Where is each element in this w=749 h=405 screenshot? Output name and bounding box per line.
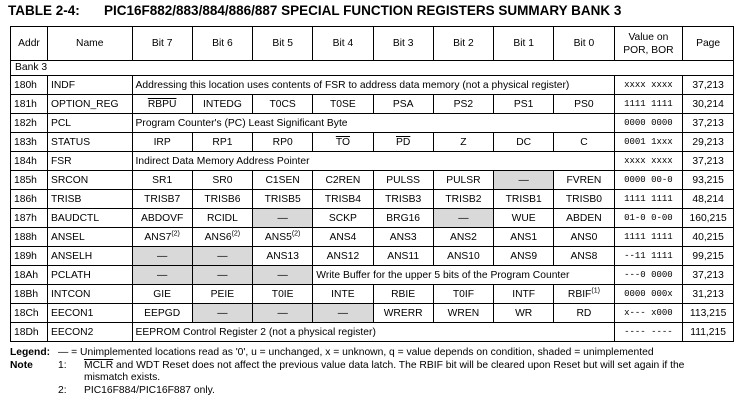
bit-cell-unimplemented: — — [192, 247, 252, 266]
header-por — [614, 27, 683, 61]
legend-label: Legend: — [10, 347, 51, 358]
register-name: OPTION_REG — [47, 95, 132, 114]
bit-cell: RP0 — [253, 133, 313, 152]
register-name: FSR — [47, 152, 132, 171]
table-row — [11, 114, 734, 133]
bank-row — [11, 61, 734, 76]
header-page: Page — [683, 27, 734, 61]
bit-cell: T0SE — [313, 95, 373, 114]
table-title — [8, 3, 743, 23]
bit-cell — [313, 133, 373, 152]
page-ref: 40,215 — [683, 228, 734, 247]
table-row — [11, 76, 734, 95]
note-ref: (2) — [291, 230, 301, 238]
bit-cell: WUE — [494, 209, 554, 228]
por-value: xxxx xxxx — [614, 152, 683, 171]
bit-cell: PEIE — [192, 285, 252, 304]
register-name: PCL — [47, 114, 132, 133]
bit-cell: INTEDG — [192, 95, 252, 114]
note-1-continuation: mismatch exists. — [84, 372, 161, 383]
por-value: ---0 0000 — [614, 266, 683, 285]
header-name: Name — [47, 27, 132, 61]
register-address: 181h — [11, 95, 48, 114]
bit-cell: TRISB3 — [373, 190, 433, 209]
register-name: EECON2 — [47, 323, 132, 342]
page-ref: 31,213 — [683, 285, 734, 304]
bit-cell — [192, 228, 252, 247]
bit-label: ANS6 — [204, 231, 232, 243]
bit-cell-unimplemented: — — [253, 266, 313, 285]
bit-cell: TRISB2 — [433, 190, 493, 209]
bit-cell: INTE — [313, 285, 373, 304]
bit-cell: RP1 — [192, 133, 252, 152]
register-description: Addressing this location uses contents of FSR to address data memory (not a physical register) — [132, 76, 614, 95]
register-address: 184h — [11, 152, 48, 171]
header-addr: Addr — [11, 27, 48, 61]
bit-cell — [373, 133, 433, 152]
table-row — [11, 323, 734, 342]
bit-cell: C2REN — [313, 171, 373, 190]
bit-cell: DC — [494, 133, 554, 152]
por-value: x--- x000 — [614, 304, 683, 323]
bit-cell: ABDOVF — [132, 209, 192, 228]
register-address: 18Dh — [11, 323, 48, 342]
table-row — [11, 209, 734, 228]
bit-cell — [132, 228, 192, 247]
bit-cell: ABDEN — [554, 209, 614, 228]
note-2-number: 2: — [58, 384, 67, 396]
bit-cell: T0IE — [253, 285, 313, 304]
page-ref: 29,213 — [683, 133, 734, 152]
register-name: ANSELH — [47, 247, 132, 266]
bit-cell: ANS3 — [373, 228, 433, 247]
header-por-line2: POR, BOR — [623, 44, 674, 56]
bit-cell: C1SEN — [253, 171, 313, 190]
bit-cell: TRISB0 — [554, 190, 614, 209]
register-name: INDF — [47, 76, 132, 95]
page-ref: 111,215 — [683, 323, 734, 342]
bit-cell: PULSS — [373, 171, 433, 190]
page-ref: 113,215 — [683, 304, 734, 323]
bit-cell-unimplemented: — — [192, 266, 252, 285]
bit-cell: RBIE — [373, 285, 433, 304]
bit-cell: ANS0 — [554, 228, 614, 247]
table-row — [11, 171, 734, 190]
bit-cell: ANS4 — [313, 228, 373, 247]
bit-cell: PULSR — [433, 171, 493, 190]
bit-cell: BRG16 — [373, 209, 433, 228]
bit-cell: ANS2 — [433, 228, 493, 247]
page-ref: 48,214 — [683, 190, 734, 209]
header-bit5: Bit 5 — [253, 27, 313, 61]
bit-cell-unimplemented: — — [433, 209, 493, 228]
por-value: 0000 000x — [614, 285, 683, 304]
page-ref: 99,215 — [683, 247, 734, 266]
page-ref: 93,215 — [683, 171, 734, 190]
register-address: 180h — [11, 76, 48, 95]
bit-cell: TRISB4 — [313, 190, 373, 209]
bit-cell: SR0 — [192, 171, 252, 190]
bit-cell: WR — [494, 304, 554, 323]
register-address: 189h — [11, 247, 48, 266]
register-address: 18Bh — [11, 285, 48, 304]
register-description: Write Buffer for the upper 5 bits of the Program Counter — [313, 266, 614, 285]
table-row — [11, 247, 734, 266]
bit-cell-unimplemented: — — [253, 304, 313, 323]
header-bit0: Bit 0 — [554, 27, 614, 61]
register-description: Program Counter's (PC) Least Significant Byte — [132, 114, 614, 133]
bit-cell: EEPGD — [132, 304, 192, 323]
bit-cell: PS0 — [554, 95, 614, 114]
table-row — [11, 133, 734, 152]
note-ref: (2) — [231, 230, 241, 238]
bit-cell-unimplemented: — — [313, 304, 373, 323]
bit-cell: GIE — [132, 285, 192, 304]
bit-cell: INTF — [494, 285, 554, 304]
bit-cell: FVREN — [554, 171, 614, 190]
bit-cell: ANS13 — [253, 247, 313, 266]
note-2-text: PIC16F884/PIC16F887 only. — [84, 384, 215, 396]
bit-cell: ANS8 — [554, 247, 614, 266]
header-bit3: Bit 3 — [373, 27, 433, 61]
bit-cell: TRISB6 — [192, 190, 252, 209]
legend — [10, 347, 740, 397]
page-ref: 37,213 — [683, 266, 734, 285]
mclr-label: MCLR — [84, 359, 114, 371]
bit-cell: ANS10 — [433, 247, 493, 266]
bit-cell: SR1 — [132, 171, 192, 190]
bit-cell: C — [554, 133, 614, 152]
table-number: TABLE 2-4: — [8, 3, 80, 18]
bit-cell: TRISB1 — [494, 190, 554, 209]
table-row — [11, 266, 734, 285]
register-address: 182h — [11, 114, 48, 133]
bit-cell: Z — [433, 133, 493, 152]
bit-cell-unimplemented: — — [132, 247, 192, 266]
por-value: 0000 0000 — [614, 114, 683, 133]
page-ref: 37,213 — [683, 114, 734, 133]
bit-cell-unimplemented: — — [253, 209, 313, 228]
bit-cell: RCIDL — [192, 209, 252, 228]
register-name: EECON1 — [47, 304, 132, 323]
register-description: Indirect Data Memory Address Pointer — [132, 152, 614, 171]
register-description: EEPROM Control Register 2 (not a physical register) — [132, 323, 614, 342]
table-row — [11, 152, 734, 171]
register-address: 183h — [11, 133, 48, 152]
por-value: 0001 1xxx — [614, 133, 683, 152]
header-bit2: Bit 2 — [433, 27, 493, 61]
por-value: 1111 1111 — [614, 95, 683, 114]
bit-cell-unimplemented: — — [192, 304, 252, 323]
bit-label: RBPU — [147, 98, 177, 110]
bit-label: $\overline{PD}$ — [396, 136, 411, 148]
note-ref: (2) — [171, 230, 180, 238]
table-row — [11, 228, 734, 247]
note-1 — [10, 360, 740, 385]
bit-cell — [132, 95, 192, 114]
bit-cell: WRERR — [373, 304, 433, 323]
bit-cell: ANS12 — [313, 247, 373, 266]
header-bit4: Bit 4 — [313, 27, 373, 61]
bit-cell-unimplemented: — — [132, 266, 192, 285]
por-value: 0000 00-0 — [614, 171, 683, 190]
register-name: SRCON — [47, 171, 132, 190]
bit-cell: T0IF — [433, 285, 493, 304]
register-address: 18Ah — [11, 266, 48, 285]
por-value: 01-0 0-00 — [614, 209, 683, 228]
bit-label: ANS7 — [144, 231, 172, 243]
por-value: 1111 1111 — [614, 190, 683, 209]
table-row — [11, 304, 734, 323]
table-row — [11, 190, 734, 209]
note-1-body: and WDT Reset does not affect the previous value data latch. The RBIF bit will be cleared upon Reset but will set again if the — [113, 359, 685, 371]
bit-cell: TRISB5 — [253, 190, 313, 209]
bit-cell: ANS11 — [373, 247, 433, 266]
bit-cell — [554, 285, 614, 304]
por-value: 1111 1111 — [614, 228, 683, 247]
bit-label: RBIF — [567, 288, 592, 300]
bit-label: ANS5 — [264, 231, 292, 243]
bit-cell: RD — [554, 304, 614, 323]
legend-row — [10, 347, 740, 360]
note-1-text — [84, 360, 740, 385]
legend-text: — = Unimplemented locations read as '0', u = unchanged, x = unknown, q = value depends on condition, shaded = unimplemented — [58, 347, 654, 358]
bit-cell: WREN — [433, 304, 493, 323]
note-1-number: 1: — [58, 359, 67, 371]
note-ref: (1) — [591, 287, 600, 295]
register-name: INTCON — [47, 285, 132, 304]
bit-cell: PSA — [373, 95, 433, 114]
bit-cell: TRISB7 — [132, 190, 192, 209]
table-row — [11, 285, 734, 304]
header-bit7: Bit 7 — [132, 27, 192, 61]
header-por-line1: Value on — [628, 31, 669, 43]
register-name: TRISB — [47, 190, 132, 209]
page-ref: 37,213 — [683, 76, 734, 95]
bit-cell-unimplemented: — — [494, 171, 554, 190]
bit-cell: ANS9 — [494, 247, 554, 266]
por-value: --11 1111 — [614, 247, 683, 266]
page-ref: 37,213 — [683, 152, 734, 171]
page-ref: 160,215 — [683, 209, 734, 228]
page-ref: 30,214 — [683, 95, 734, 114]
register-name: BAUDCTL — [47, 209, 132, 228]
bank-label: Bank 3 — [11, 61, 734, 76]
register-address: 186h — [11, 190, 48, 209]
register-name: PCLATH — [47, 266, 132, 285]
table-caption: PIC16F882/883/884/886/887 SPECIAL FUNCTION REGISTERS SUMMARY BANK 3 — [104, 3, 622, 18]
bit-cell: SCKP — [313, 209, 373, 228]
bit-cell: T0CS — [253, 95, 313, 114]
sfr-summary-table — [10, 26, 734, 342]
bit-cell: ANS1 — [494, 228, 554, 247]
header-bit1: Bit 1 — [494, 27, 554, 61]
bit-cell: PS1 — [494, 95, 554, 114]
bit-label: $\overline{TO}$ — [335, 136, 350, 148]
register-address: 187h — [11, 209, 48, 228]
bit-cell: PS2 — [433, 95, 493, 114]
bit-cell: IRP — [132, 133, 192, 152]
por-value: ---- ---- — [614, 323, 683, 342]
register-name: ANSEL — [47, 228, 132, 247]
register-address: 185h — [11, 171, 48, 190]
note-label: Note — [10, 359, 33, 371]
register-address: 188h — [11, 228, 48, 247]
register-address: 18Ch — [11, 304, 48, 323]
table-row — [11, 95, 734, 114]
header-bit6: Bit 6 — [192, 27, 252, 61]
header-row — [11, 27, 734, 61]
note-2 — [10, 385, 740, 398]
por-value: xxxx xxxx — [614, 76, 683, 95]
bit-cell — [253, 228, 313, 247]
register-name: STATUS — [47, 133, 132, 152]
